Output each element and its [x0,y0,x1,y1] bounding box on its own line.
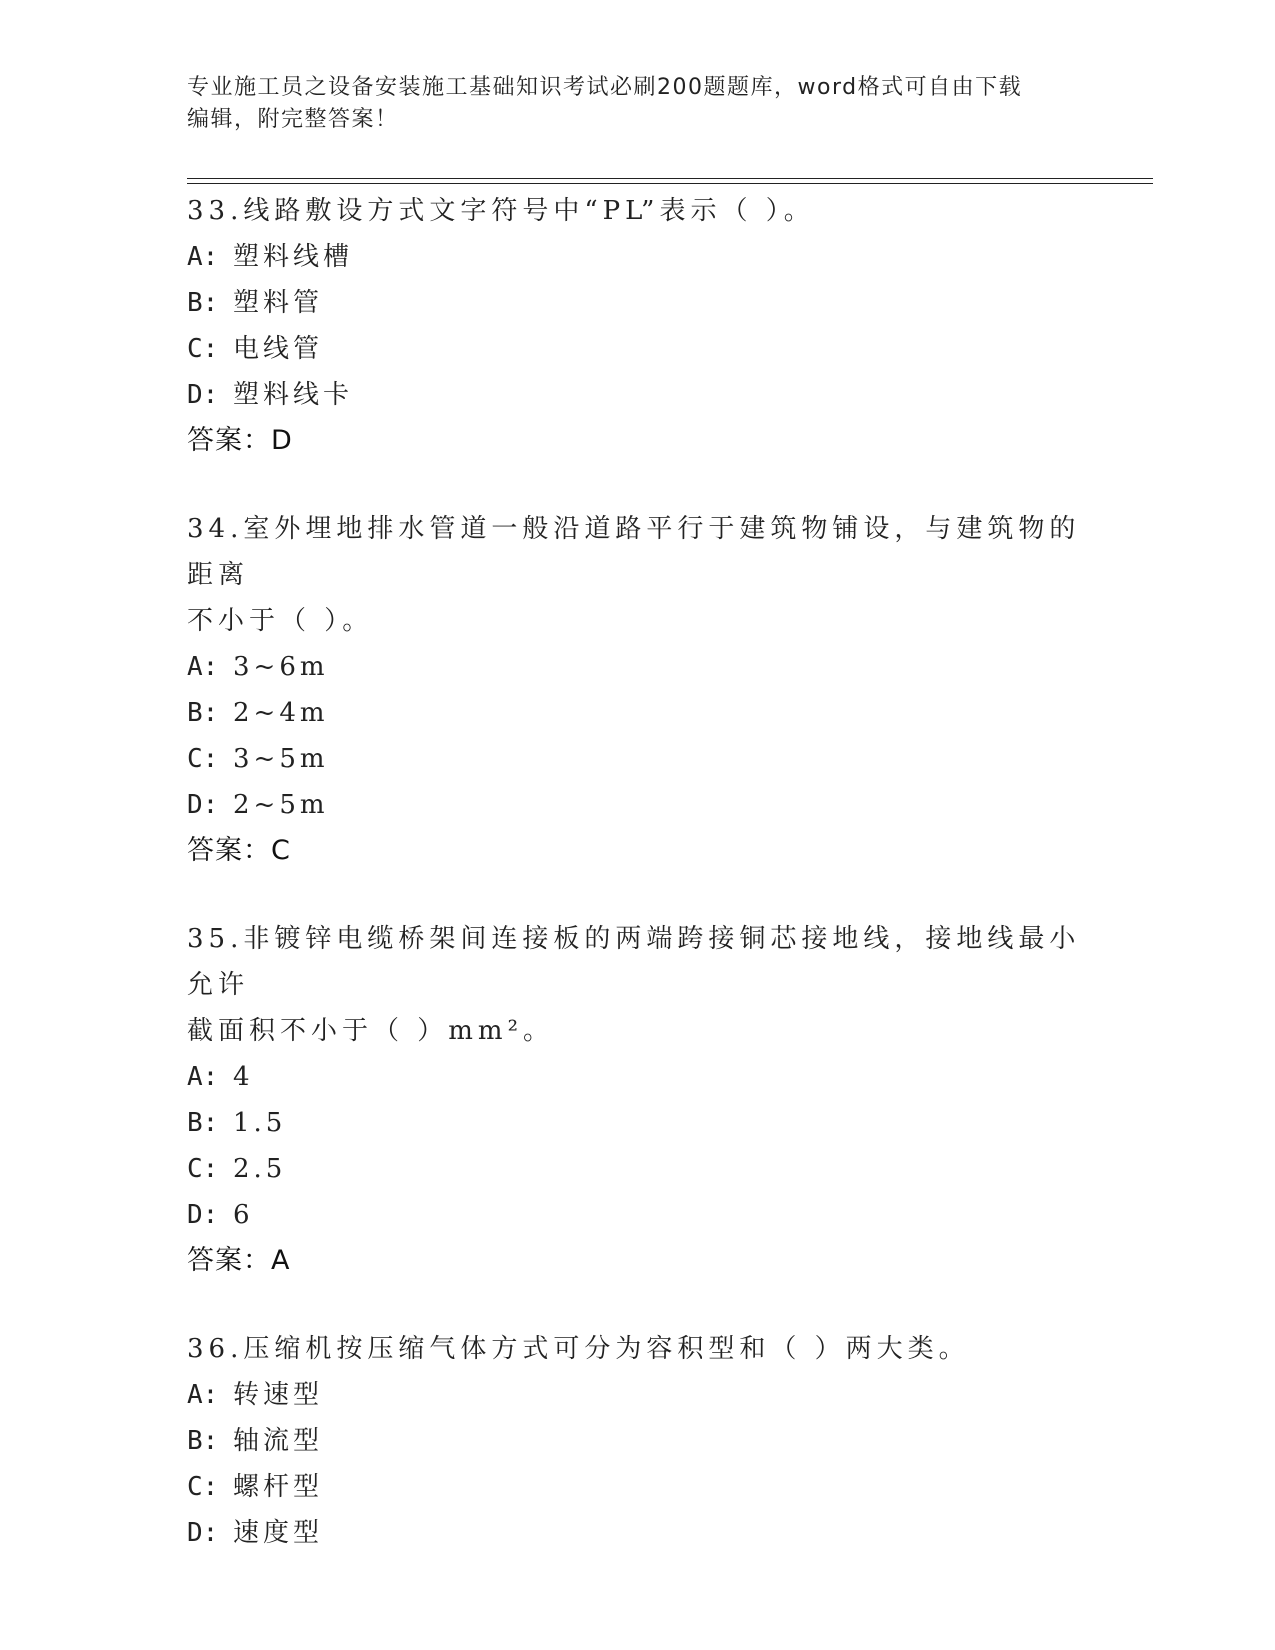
option-letter: D: [187,1200,219,1230]
question-list [187,188,1087,1556]
option-text: 3~5m [233,744,329,774]
option-d [187,372,1087,418]
header-divider-bottom [187,183,1153,184]
option-text: 2~4m [233,698,329,728]
option-d [187,1510,1087,1556]
option-text: 2.5 [233,1154,287,1184]
option-letter: D: [187,790,219,820]
header-title-line-1: 专业施工员之设备安装施工基础知识考试必刷200题题库，word格式可自由下载 [187,75,1023,100]
option-text: 电线管 [233,334,324,364]
option-text: 6 [233,1200,254,1230]
answer-line: 答案：C [187,835,291,866]
question-stem: 36.压缩机按压缩气体方式可分为容积型和（ ）两大类。 [187,1334,970,1364]
option-text: 3~6m [233,652,329,682]
question-stem-continued: 不小于（ ）。 [187,606,374,636]
option-letter: C: [187,1472,219,1502]
option-letter: C: [187,334,219,364]
question-stem-continued: 截面积不小于（ ）mm²。 [187,1016,554,1046]
option-letter: A: [187,1062,219,1092]
option-a [187,644,1087,690]
option-letter: D: [187,380,219,410]
option-letter: B: [187,288,219,318]
question-stem: 34.室外埋地排水管道一般沿道路平行于建筑物铺设，与建筑物的距离 [187,514,1081,590]
option-a [187,1054,1087,1100]
option-b [187,1100,1087,1146]
option-a [187,234,1087,280]
option-text: 转速型 [233,1380,324,1410]
option-letter: B: [187,1108,219,1138]
option-letter: C: [187,744,219,774]
question-35 [187,916,1087,1284]
question-36 [187,1326,1087,1556]
option-letter: A: [187,242,219,272]
question-34 [187,506,1087,874]
option-c [187,326,1087,372]
page-header [187,72,1087,136]
option-c [187,1146,1087,1192]
option-text: 螺杆型 [233,1472,324,1502]
option-b [187,280,1087,326]
option-letter: D: [187,1518,219,1548]
option-letter: B: [187,698,219,728]
option-c [187,736,1087,782]
option-text: 塑料线卡 [233,380,354,410]
option-text: 1.5 [233,1108,287,1138]
question-33 [187,188,1087,464]
header-divider-top [187,178,1153,179]
option-b [187,1418,1087,1464]
option-text: 塑料线槽 [233,242,354,272]
option-a [187,1372,1087,1418]
question-stem: 35.非镀锌电缆桥架间连接板的两端跨接铜芯接地线，接地线最小允许 [187,924,1081,1000]
option-letter: A: [187,1380,219,1410]
option-text: 2~5m [233,790,329,820]
option-text: 速度型 [233,1518,324,1548]
option-d [187,1192,1087,1238]
option-c [187,1464,1087,1510]
answer-line: 答案：A [187,1245,291,1276]
header-title-line-2: 编辑，附完整答案！ [187,107,399,132]
option-text: 轴流型 [233,1426,324,1456]
question-stem: 33.线路敷设方式文字符号中“PL”表示（ ）。 [187,196,815,226]
option-letter: A: [187,652,219,682]
answer-line: 答案：D [187,425,293,456]
option-letter: C: [187,1154,219,1184]
option-b [187,690,1087,736]
option-letter: B: [187,1426,219,1456]
option-text: 4 [233,1062,254,1092]
option-text: 塑料管 [233,288,324,318]
option-d [187,782,1087,828]
